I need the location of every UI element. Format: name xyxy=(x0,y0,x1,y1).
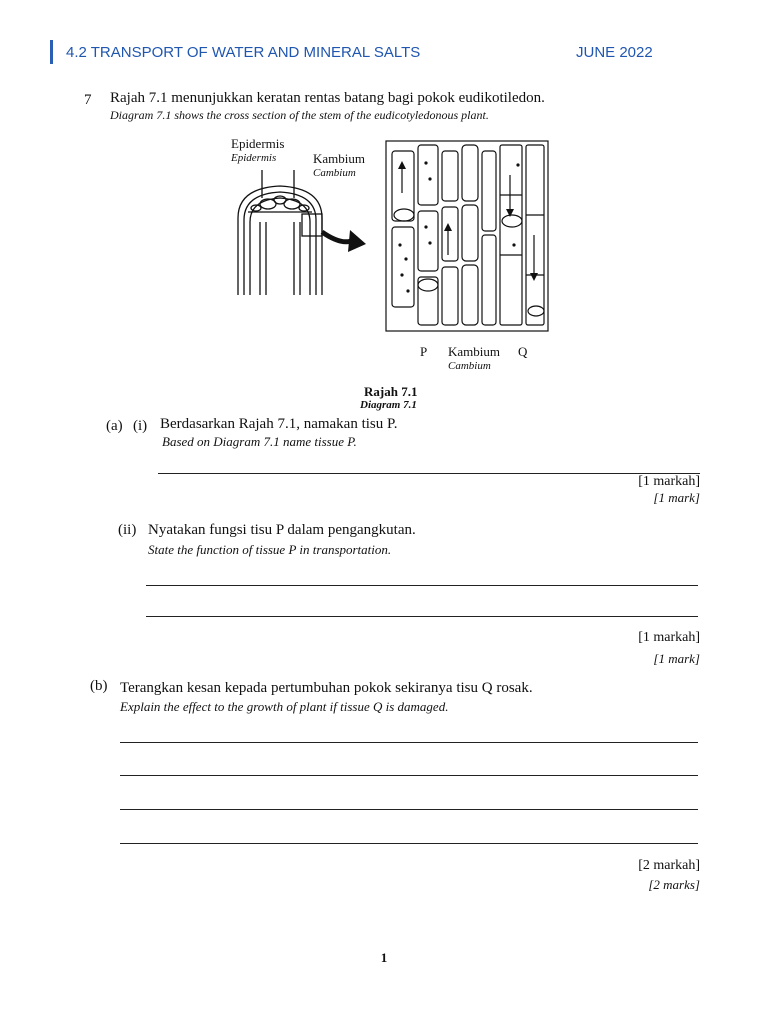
answer-line-b-4[interactable] xyxy=(120,843,698,844)
label-q: Q xyxy=(518,344,528,359)
mark-a-i-en: [1 mark] xyxy=(653,490,700,505)
answer-line-b-1[interactable] xyxy=(120,742,698,743)
answer-line-a-ii-1[interactable] xyxy=(146,585,698,586)
part-a-i-question-en: Based on Diagram 7.1 name tissue P. xyxy=(162,434,357,449)
part-a-i-question: Berdasarkan Rajah 7.1, namakan tisu P. xyxy=(160,416,398,432)
label-epidermis-en: Epidermis xyxy=(231,152,277,164)
label-cambium: Cambium xyxy=(313,167,356,179)
label-kambium: Kambium xyxy=(313,151,365,166)
header-accent-bar xyxy=(50,40,53,64)
part-a-label: (a) xyxy=(106,418,123,434)
part-a-ii-question: Nyatakan fungsi tisu P dalam pengangkutan. xyxy=(148,522,416,538)
worksheet-title: 4.2 TRANSPORT OF WATER AND MINERAL SALTS xyxy=(66,44,421,61)
label-kambium-bottom: Kambium xyxy=(448,344,500,359)
mark-a-ii: [1 markah] xyxy=(638,630,700,645)
mark-b: [2 markah] xyxy=(638,858,700,873)
answer-line-a-ii-2[interactable] xyxy=(146,616,698,617)
part-b-question: Terangkan kesan kepada pertumbuhan pokok sekiranya tisu Q rosak. xyxy=(120,680,533,696)
page-number: 1 xyxy=(380,950,388,965)
mark-a-ii-en: [1 mark] xyxy=(653,651,700,666)
stem-section-diagram xyxy=(230,170,370,300)
question-number: 7 xyxy=(84,92,92,108)
mark-a-i: [1 markah] xyxy=(638,474,700,489)
part-b-question-en: Explain the effect to the growth of plant if tissue Q is damaged. xyxy=(120,699,449,714)
mark-b-en: [2 marks] xyxy=(648,877,700,892)
diagram-caption-en: Diagram 7.1 xyxy=(360,399,417,411)
question-text-english: Diagram 7.1 shows the cross section of the stem of the eudicotyledonous plant. xyxy=(110,108,489,122)
part-a-ii-label: (ii) xyxy=(118,522,137,538)
label-epidermis: Epidermis xyxy=(231,136,285,151)
answer-line-b-3[interactable] xyxy=(120,809,698,810)
label-cambium-bottom: Cambium xyxy=(448,360,491,372)
part-a-ii-question-en: State the function of tissue P in transportation. xyxy=(148,542,392,557)
diagram-caption: Rajah 7.1 xyxy=(364,384,418,399)
answer-line-b-2[interactable] xyxy=(120,775,698,776)
part-a-i-label: (i) xyxy=(133,418,148,434)
part-b-label: (b) xyxy=(90,678,108,694)
label-p: P xyxy=(420,344,428,359)
worksheet-date: JUNE 2022 xyxy=(576,44,653,61)
question-text-malay: Rajah 7.1 menunjukkan keratan rentas batang bagi pokok eudikotiledon. xyxy=(110,90,545,106)
vascular-tissue-diagram xyxy=(382,135,552,335)
